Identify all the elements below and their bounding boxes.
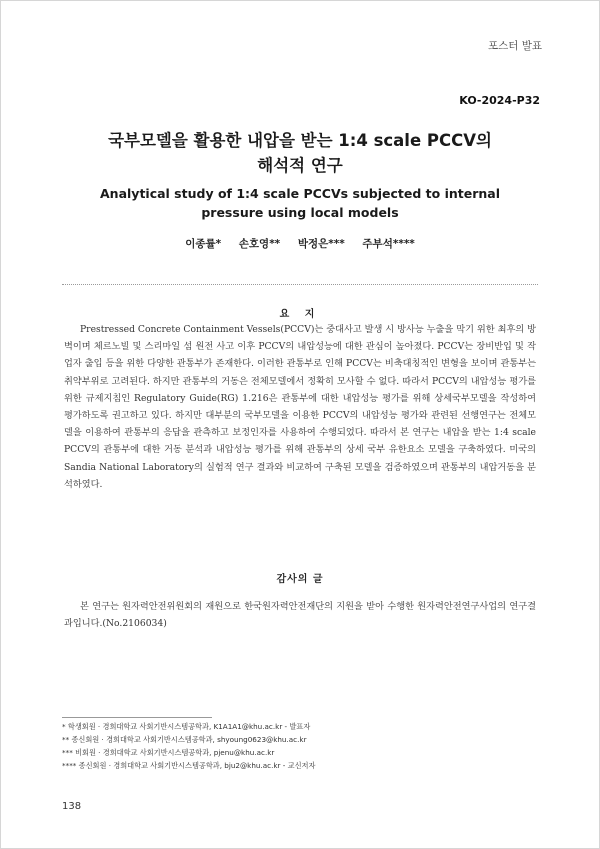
footnote-4: **** 종신회원 · 경희대학교 사회기반시스템공학과, bju2@khu.ac.kr - 교신저자: [62, 761, 316, 770]
footnote-2: ** 종신회원 · 경희대학교 사회기반시스템공학과, shyoung0623@khu.ac.kr: [62, 735, 307, 744]
author-4: 주부석****: [362, 238, 415, 250]
english-title: Analytical study of 1:4 scale PCCVs subjected to internal pressure using local models: [100, 186, 500, 220]
footnote-3: *** 비회원 · 경희대학교 사회기반시스템공학과, pjenu@khu.ac.kr: [62, 748, 275, 757]
abstract-text: Prestressed Concrete Containment Vessels(PCCV)는 중대사고 발생 시 방사능 누출을 막기 위한 최후의 방벽이며 체르노빌 및 스리마일 섬 원전 사고 이후 PCCV의 내압성능에 대한 관심이 높아졌다. PCCV는 장비반입 및 작업자 출입 등을 위한 다양한 관통부가 존재한다. 이러한 관통부로 인해 PCCV는 비축대칭적인 변형을 보이며 관통부는 취약부위로 고려된다. 하지만 관통부의 거동은 전체모델에서 정확히 모사할 수 없다. 따라서 PCCV의 내압성능 평가를 위한 규제지침인 Regulatory Guide(RG) 1.216은 관통부에 대한 내압성능 평가를 위해 상세국부모델을 작성하여 평가하도록 권고하고 있다. 하지만 대부분의 국부모델을 이용한 PCCV의 내압성능 평가와 관련된 선행연구는 전체모델을 이용하여 관통부의 응답을 관측하고 보정인자를 사용하여 수행되었다. 따라서 본 연구는 내압을 받는 1:4 scale PCCV의 관통부에 대한 거동 분석과 내압성능 평가를 위해 관통부의 상세 국부 유한요소 모델을 구축하였다. 미국의 Sandia National Laboratory의 실험적 연구 결과와 비교하여 구축된 모델을 검증하였으며 관통부의 내압거동을 분석하였다.: [64, 324, 536, 490]
page-number: 138: [62, 801, 82, 812]
abstract-heading: 요 지: [279, 309, 321, 320]
korean-title-line2: 해석적 연구: [257, 156, 343, 175]
acknowledgment-heading: 감사의 글: [276, 574, 324, 585]
section-divider: [62, 284, 538, 285]
footnote-rule: [62, 717, 212, 718]
author-list: [0, 236, 600, 251]
category-label: 포스터 발표: [487, 40, 542, 52]
acknowledgment-text: 본 연구는 원자력안전위원회의 재원으로 한국원자력안전재단의 지원을 받아 수행한 원자력안전연구사업의 연구결과입니다.(No.2106034): [64, 601, 536, 630]
footnotes: [62, 720, 532, 772]
korean-title: [0, 128, 600, 178]
author-1: 이종률*: [185, 238, 222, 250]
paper-code: KO-2024-P32: [459, 94, 540, 107]
korean-title-line1: 국부모델을 활용한 내압을 받는 1:4 scale PCCV의: [108, 131, 492, 150]
author-2: 손호영**: [238, 238, 281, 250]
author-3: 박정은***: [297, 238, 345, 250]
footnote-1: * 학생회원 · 경희대학교 사회기반시스템공학과, K1A1A1@khu.ac.kr - 발표자: [62, 722, 311, 731]
